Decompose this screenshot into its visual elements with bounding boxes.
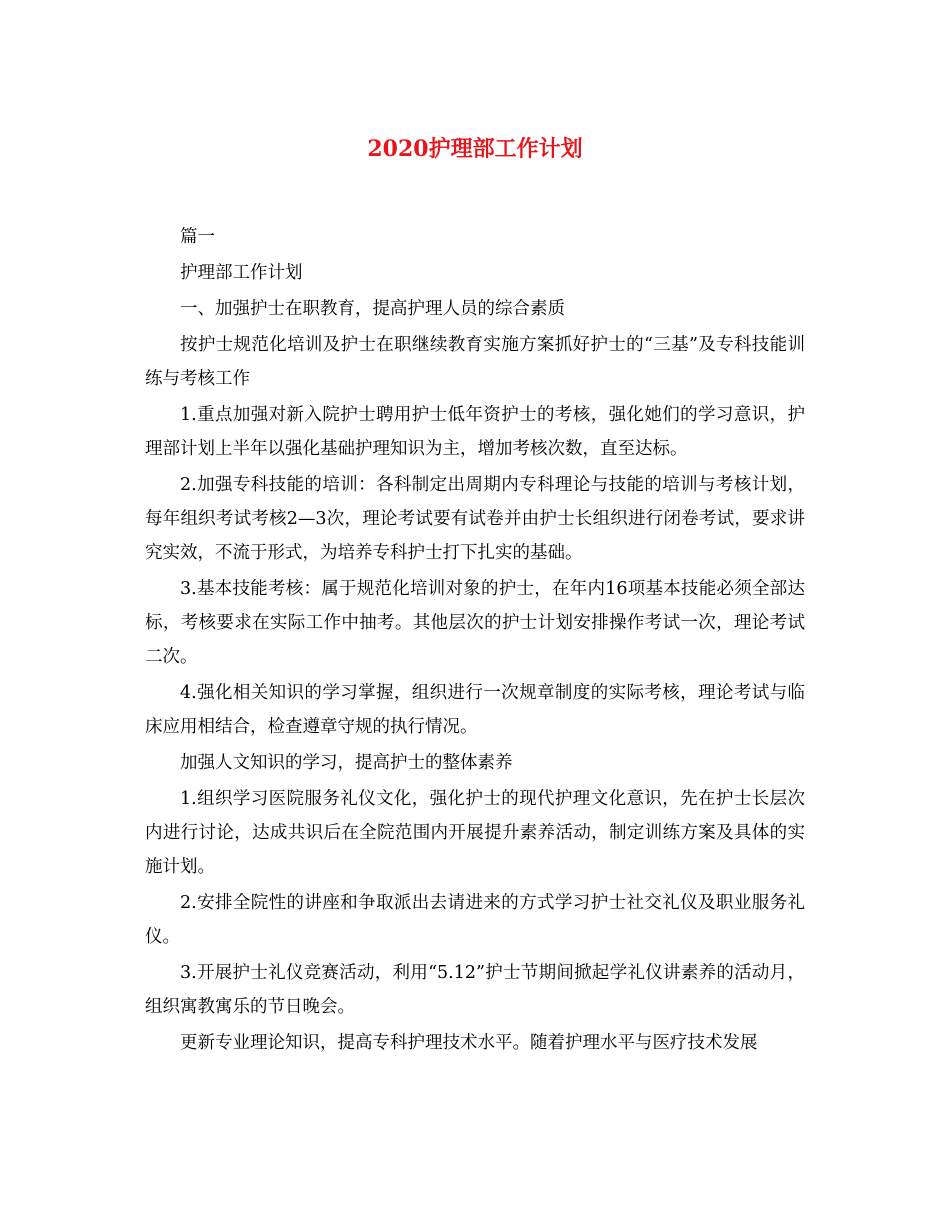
- paragraph: 加强人文知识的学习，提高护士的整体素养: [180, 753, 513, 773]
- paragraph: 护理部工作计划: [180, 263, 303, 283]
- paragraph: 篇一: [180, 227, 215, 247]
- paragraph: 4.强化相关知识的学习掌握，组织进行一次规章制度的实际考核，理论考试与临床应用相结合，检查遵章守规的执行情况。: [145, 683, 805, 737]
- paragraph: 3.基本技能考核：属于规范化培训对象的护士，在年内16项基本技能必须全部达标，考核要求在实际工作中抽考。其他层次的护士计划安排操作考试一次，理论考试二次。: [145, 579, 805, 667]
- paragraph: 更新专业理论知识，提高专科护理技术水平。随着护理水平与医疗技术发展: [180, 1033, 758, 1053]
- document-body: [145, 220, 805, 1062]
- document-title: 2020护理部工作计划: [367, 136, 583, 162]
- paragraph: 按护士规范化培训及护士在职继续教育实施方案抓好护士的“三基”及专科技能训练与考核工作: [145, 335, 805, 389]
- paragraph: 3.开展护士礼仪竞赛活动，利用“5.12”护士节期间掀起学礼仪讲素养的活动月，组织寓教寓乐的节日晚会。: [145, 963, 805, 1017]
- paragraph: 1.重点加强对新入院护士聘用护士低年资护士的考核，强化她们的学习意识，护理部计划上半年以强化基础护理知识为主，增加考核次数，直至达标。: [145, 405, 805, 459]
- paragraph: 一、加强护士在职教育，提高护理人员的综合素质: [180, 299, 565, 319]
- paragraph: 2.加强专科技能的培训：各科制定出周期内专科理论与技能的培训与考核计划，每年组织考试考核2—3次，理论考试要有试卷并由护士长组织进行闭卷考试，要求讲究实效，不流于形式，为培养专科护士打下扎实的基础。: [145, 475, 805, 563]
- paragraph: 2.安排全院性的讲座和争取派出去请进来的方式学习护士社交礼仪及职业服务礼仪。: [145, 893, 805, 947]
- paragraph: 1.组织学习医院服务礼仪文化，强化护士的现代护理文化意识，先在护士长层次内进行讨论，达成共识后在全院范围内开展提升素养活动，制定训练方案及具体的实施计划。: [145, 789, 805, 877]
